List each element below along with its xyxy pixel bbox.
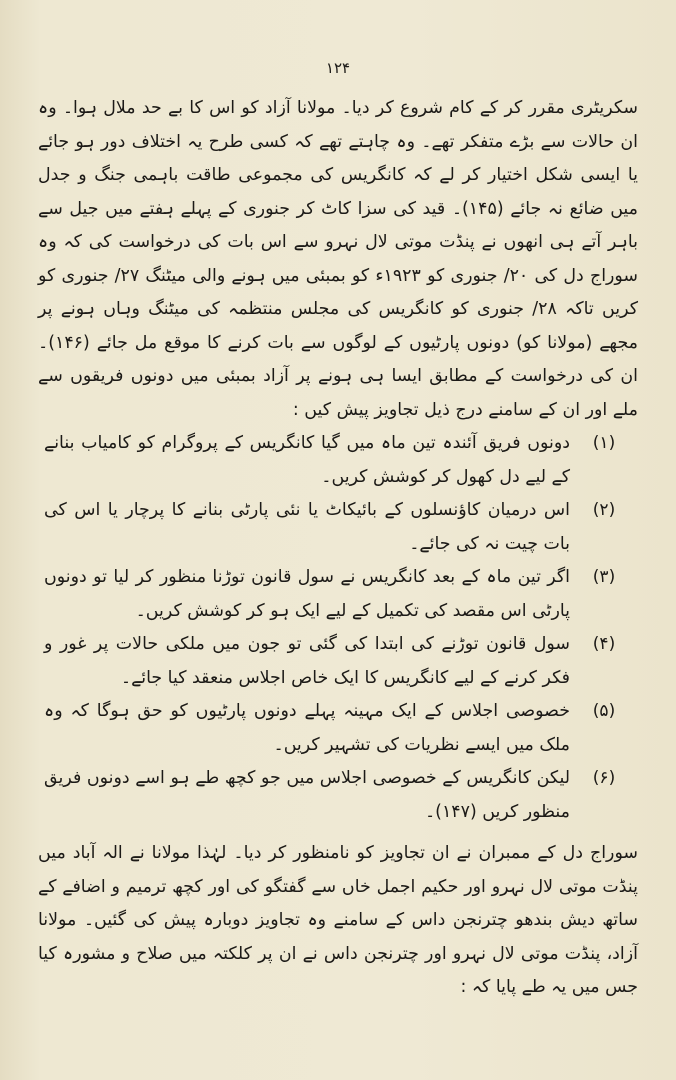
list-item — [38, 628, 638, 695]
list-item-text: سول قانون توڑنے کی ابتدا کی گئی تو جون میں ملکی حالات پر غور و فکر کرنے کے لیے کانگریس کا ایک خاص اجلاس منعقد کیا جائے۔ — [44, 634, 570, 688]
intro-paragraph: سکریٹری مقرر کر کے کام شروع کر دیا۔ مولانا آزاد کو اس کا بے حد ملال ہوا۔ وہ ان حالات سے بڑے متفکر تھے۔ وہ چاہتے تھے کہ کسی طرح یہ اختلاف دور ہو جائے یا ایسی شکل اختیار کر لے کہ کانگریس کی مجموعی طاقت باہمی جنگ و جدل میں ضائع نہ جائے (۱۴۵)۔ قید کی سزا کاٹ کر جنوری کے پہلے ہفتے میں جیل سے باہر آتے ہی انھوں نے پنڈت موتی لال نہرو سے اس بات کی درخواست کی کہ وہ سوراج دل کی ۲۰/ جنوری کو ۱۹۲۳ء کو بمبئی میں ہونے والی میٹنگ ۲۷/ جنوری کو کریں تاکہ ۲۸/ جنوری کو کانگریس کی مجلس منتظمہ کی میٹنگ وہاں ہونے پر مجھے (مولانا کو) دونوں پارٹیوں کے لوگوں سے بات کرنے کا موقع مل جائے (۱۴۶)۔ ان کی درخواست کے مطابق ایسا ہی ہونے پر آزاد بمبئی میں دونوں فریقوں سے ملے اور ان کے سامنے درج ذیل تجاویز پیش کیں : — [38, 98, 638, 420]
list-item-number: (۳) — [592, 567, 616, 587]
list-item-text: لیکن کانگریس کے خصوصی اجلاس میں جو کچھ طے ہو اسے دونوں فریق منظور کریں (۱۴۷)۔ — [44, 768, 570, 822]
list-item-number: (۴) — [592, 634, 616, 654]
list-item — [38, 695, 638, 762]
list-item-number: (۶) — [592, 768, 616, 788]
list-item — [38, 762, 638, 829]
list-item-number: (۵) — [592, 701, 616, 721]
page-number: ۱۲۴ — [325, 59, 351, 77]
list-item — [38, 494, 638, 561]
list-item — [38, 561, 638, 628]
list-item-number: (۱) — [592, 433, 616, 453]
list-item — [38, 427, 638, 494]
list-item-text: اگر تین ماہ کے بعد کانگریس نے سول قانون توڑنا منظور کر لیا تو دونوں پارٹی اس مقصد کی تکمیل کے لیے ایک ہو کر کوشش کریں۔ — [44, 567, 570, 621]
list-item-number: (۲) — [592, 500, 616, 520]
list-item-text: اس درمیان کاؤنسلوں کے بائیکاٹ یا نئی پارٹی بنانے کا پرچار یا اس کی بات چیت نہ کی جائے۔ — [44, 500, 570, 554]
list-item-text: دونوں فریق آئندہ تین ماہ میں گیا کانگریس کے پروگرام کو کامیاب بنانے کے لیے دل کھول کر کوشش کریں۔ — [44, 433, 570, 487]
proposals-list — [38, 427, 638, 829]
closing-paragraph: سوراج دل کے ممبران نے ان تجاویز کو نامنظور کر دیا۔ لہٰذا مولانا نے الہ آباد میں پنڈت موتی لال نہرو اور حکیم اجمل خاں سے گفتگو کی اور کچھ ترمیم و اضافے کے ساتھ دیش بندھو چترنجن داس کے سامنے وہ تجاویز دوبارہ پیش کی گئیں۔ مولانا آزاد، پنڈت موتی لال نہرو اور چترنجن داس نے ان پر کلکتہ میں صلاح و مشورہ کیا جس میں یہ طے پایا کہ : — [38, 843, 638, 997]
list-item-text: خصوصی اجلاس کے ایک مہینہ پہلے دونوں پارٹیوں کو حق ہوگا کہ وہ ملک میں ایسے نظریات کی تشہیر کریں۔ — [44, 701, 570, 755]
